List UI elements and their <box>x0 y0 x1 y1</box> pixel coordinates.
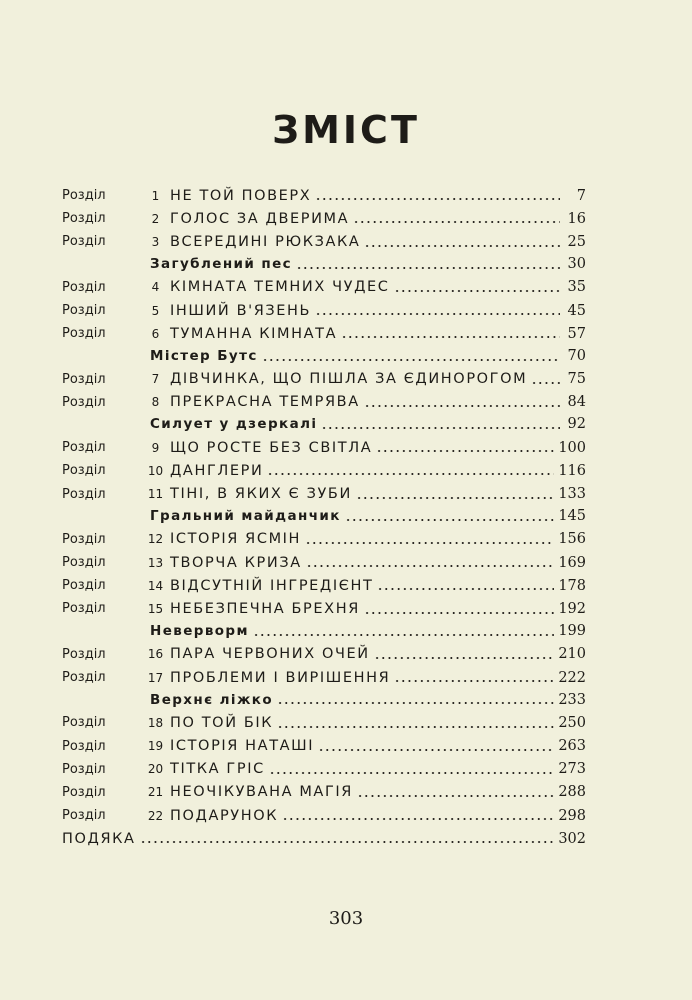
chapter-label: Розділ <box>62 188 106 204</box>
dot-leader <box>315 198 560 200</box>
dot-leader <box>253 634 554 636</box>
chapter-title: ТІТКА ГРІС <box>170 761 265 778</box>
entry-page-number: 298 <box>558 807 586 824</box>
dot-leader <box>394 290 560 292</box>
chapter-label: Розділ <box>62 578 106 594</box>
toc-entry <box>62 230 586 253</box>
chapter-number: 14 <box>147 578 164 593</box>
entry-page-number: 57 <box>567 325 586 342</box>
toc-entry <box>62 711 586 734</box>
dot-leader <box>394 680 554 682</box>
chapter-number: 4 <box>151 280 160 295</box>
chapter-label: Розділ <box>62 211 106 227</box>
dot-leader <box>305 542 554 544</box>
dot-leader <box>318 749 554 751</box>
chapter-title: ГОЛОС ЗА ДВЕРИМА <box>170 210 350 227</box>
chapter-label: Розділ <box>62 601 106 617</box>
toc-entry <box>62 666 586 689</box>
chapter-title: ВІДСУТНІЙ ІНГРЕДІЄНТ <box>170 577 374 594</box>
chapter-number: 19 <box>147 739 164 754</box>
toc-entry <box>62 276 586 299</box>
toc-entry <box>62 459 586 482</box>
chapter-label: Розділ <box>62 555 106 571</box>
entry-page-number: 35 <box>567 279 586 296</box>
entry-page-number: 45 <box>567 302 586 319</box>
chapter-number: 18 <box>147 715 164 730</box>
toc-entry <box>62 758 586 781</box>
entry-page-number: 302 <box>558 830 586 847</box>
toc-entry <box>62 413 586 436</box>
dot-leader <box>374 657 555 659</box>
chapter-label: Розділ <box>62 670 106 686</box>
chapter-number: 3 <box>151 234 160 249</box>
entry-page-number: 210 <box>558 646 586 663</box>
dot-leader <box>296 267 560 269</box>
entry-page-number: 192 <box>558 600 586 617</box>
entry-page-number: 145 <box>558 508 586 525</box>
dot-leader <box>140 841 555 843</box>
chapter-label: Розділ <box>62 646 106 662</box>
chapter-number: 1 <box>151 188 160 203</box>
subchapter-title: Містер Бутс <box>150 347 258 364</box>
chapter-title: ПРОБЛЕМИ І ВИРІШЕННЯ <box>170 669 391 686</box>
toc-entry <box>62 344 586 367</box>
chapter-number: 9 <box>151 440 160 455</box>
page-title: ЗМІСТ <box>272 108 420 152</box>
page-number: 303 <box>328 908 364 929</box>
table-of-contents <box>62 184 586 850</box>
chapter-label: Розділ <box>62 440 106 456</box>
dot-leader <box>306 565 555 567</box>
chapter-number: 6 <box>151 326 160 341</box>
dot-leader <box>376 450 554 452</box>
dot-leader <box>356 497 554 499</box>
entry-page-number: 16 <box>567 210 586 227</box>
chapter-label: Розділ <box>62 303 106 319</box>
dot-leader <box>377 588 554 590</box>
entry-page-number: 288 <box>558 784 586 801</box>
entry-page-number: 84 <box>567 394 586 411</box>
toc-entry <box>62 184 586 207</box>
toc-entry <box>62 597 586 620</box>
chapter-title: ДІВЧИНКА, ЩО ПІШЛА ЗА ЄДИНОРОГОМ <box>170 371 528 388</box>
toc-entry <box>62 505 586 528</box>
entry-page-number: 233 <box>558 691 586 708</box>
dot-leader <box>277 726 554 728</box>
chapter-title: ПАРА ЧЕРВОНИХ ОЧЕЙ <box>170 646 370 663</box>
subchapter-title: Неверворм <box>150 623 249 640</box>
dot-leader <box>277 702 554 704</box>
entry-page-number: 116 <box>558 462 586 479</box>
chapter-label: Розділ <box>62 371 106 387</box>
chapter-label: Розділ <box>62 531 106 547</box>
dot-leader <box>364 245 560 247</box>
dot-leader <box>357 795 554 797</box>
chapter-label: Розділ <box>62 326 106 342</box>
chapter-title: ВСЕРЕДИНІ РЮКЗАКА <box>170 233 361 250</box>
entry-page-number: 7 <box>576 187 586 204</box>
chapter-number: 8 <box>151 395 160 410</box>
toc-entry <box>62 804 586 827</box>
chapter-title: ТУМАННА КІМНАТА <box>170 325 338 342</box>
subchapter-title: Силует у дзеркалі <box>150 416 318 433</box>
entry-page-number: 25 <box>567 233 586 250</box>
entry-page-number: 100 <box>558 439 586 456</box>
entry-page-number: 273 <box>558 761 586 778</box>
entry-page-number: 30 <box>567 256 586 273</box>
chapter-number: 2 <box>151 211 160 226</box>
chapter-title: НЕБЕЗПЕЧНА БРЕХНЯ <box>170 600 360 617</box>
toc-entry <box>62 368 586 391</box>
entry-page-number: 199 <box>558 623 586 640</box>
entry-page-number: 222 <box>558 669 586 686</box>
chapter-number: 5 <box>151 303 160 318</box>
toc-entry <box>62 643 586 666</box>
entry-page-number: 263 <box>558 738 586 755</box>
entry-page-number: 156 <box>558 531 586 548</box>
chapter-number: 11 <box>147 487 164 502</box>
chapter-label: Розділ <box>62 715 106 731</box>
toc-entry <box>62 688 586 711</box>
subchapter-title: Верхнє ліжко <box>150 691 274 708</box>
dot-leader <box>531 382 560 384</box>
chapter-title: КІМНАТА ТЕМНИХ ЧУДЕС <box>170 279 390 296</box>
chapter-number: 7 <box>151 372 160 387</box>
dot-leader <box>262 359 560 361</box>
chapter-title: НЕ ТОЙ ПОВЕРХ <box>170 187 312 204</box>
entry-page-number: 250 <box>558 714 586 731</box>
toc-entry <box>62 299 586 322</box>
toc-entry <box>62 781 586 804</box>
chapter-title: ПО ТОЙ БІК <box>170 714 274 731</box>
toc-entry <box>62 322 586 345</box>
chapter-number: 22 <box>147 808 164 823</box>
chapter-number: 12 <box>147 532 164 547</box>
chapter-title: ПОДЯКА <box>62 830 136 847</box>
chapter-title: ІСТОРІЯ НАТАШІ <box>170 738 315 755</box>
chapter-label: Розділ <box>62 784 106 800</box>
chapter-label: Розділ <box>62 234 106 250</box>
chapter-title: ДАНГЛЕРИ <box>170 462 264 479</box>
chapter-title: ПОДАРУНОК <box>170 807 279 824</box>
chapter-title: ІНШИЙ В'ЯЗЕНЬ <box>170 302 312 319</box>
chapter-title: ЩО РОСТЕ БЕЗ СВІТЛА <box>170 439 373 456</box>
chapter-number: 15 <box>147 601 164 616</box>
dot-leader <box>267 473 554 475</box>
toc-entry <box>62 551 586 574</box>
entry-page-number: 75 <box>567 371 586 388</box>
chapter-number: 17 <box>147 670 164 685</box>
dot-leader <box>364 612 554 614</box>
chapter-number: 13 <box>147 555 164 570</box>
toc-entry <box>62 482 586 505</box>
dot-leader <box>269 772 555 774</box>
chapter-label: Розділ <box>62 486 106 502</box>
subchapter-title: Загублений пес <box>150 256 293 273</box>
toc-entry <box>62 528 586 551</box>
entry-page-number: 133 <box>558 486 586 503</box>
dot-leader <box>321 427 560 429</box>
chapter-title: ТІНІ, В ЯКИХ Є ЗУБИ <box>170 486 352 503</box>
entry-page-number: 169 <box>558 554 586 571</box>
dot-leader <box>341 336 560 338</box>
chapter-number: 10 <box>147 463 164 478</box>
toc-entry <box>62 436 586 459</box>
subchapter-title: Гральний майданчик <box>150 508 341 525</box>
entry-page-number: 92 <box>567 416 586 433</box>
chapter-title: ІСТОРІЯ ЯСМІН <box>170 531 302 548</box>
toc-entry <box>62 827 586 850</box>
chapter-label: Розділ <box>62 738 106 754</box>
toc-entry <box>62 253 586 276</box>
chapter-label: Розділ <box>62 463 106 479</box>
chapter-label: Розділ <box>62 394 106 410</box>
dot-leader <box>345 519 555 521</box>
toc-entry <box>62 574 586 597</box>
chapter-label: Розділ <box>62 279 106 295</box>
toc-entry <box>62 735 586 758</box>
chapter-title: НЕОЧІКУВАНА МАГІЯ <box>170 784 353 801</box>
entry-page-number: 178 <box>558 577 586 594</box>
toc-entry <box>62 391 586 414</box>
toc-entry <box>62 620 586 643</box>
entry-page-number: 70 <box>567 347 586 364</box>
chapter-number: 21 <box>147 785 164 800</box>
dot-leader <box>364 405 560 407</box>
chapter-label: Розділ <box>62 808 106 824</box>
dot-leader <box>315 313 560 315</box>
chapter-number: 20 <box>147 762 164 777</box>
dot-leader <box>282 818 554 820</box>
chapter-title: ТВОРЧА КРИЗА <box>170 554 302 571</box>
toc-entry <box>62 207 586 230</box>
chapter-title: ПРЕКРАСНА ТЕМРЯВА <box>170 394 360 411</box>
chapter-number: 16 <box>147 647 164 662</box>
dot-leader <box>353 221 560 223</box>
chapter-label: Розділ <box>62 761 106 777</box>
